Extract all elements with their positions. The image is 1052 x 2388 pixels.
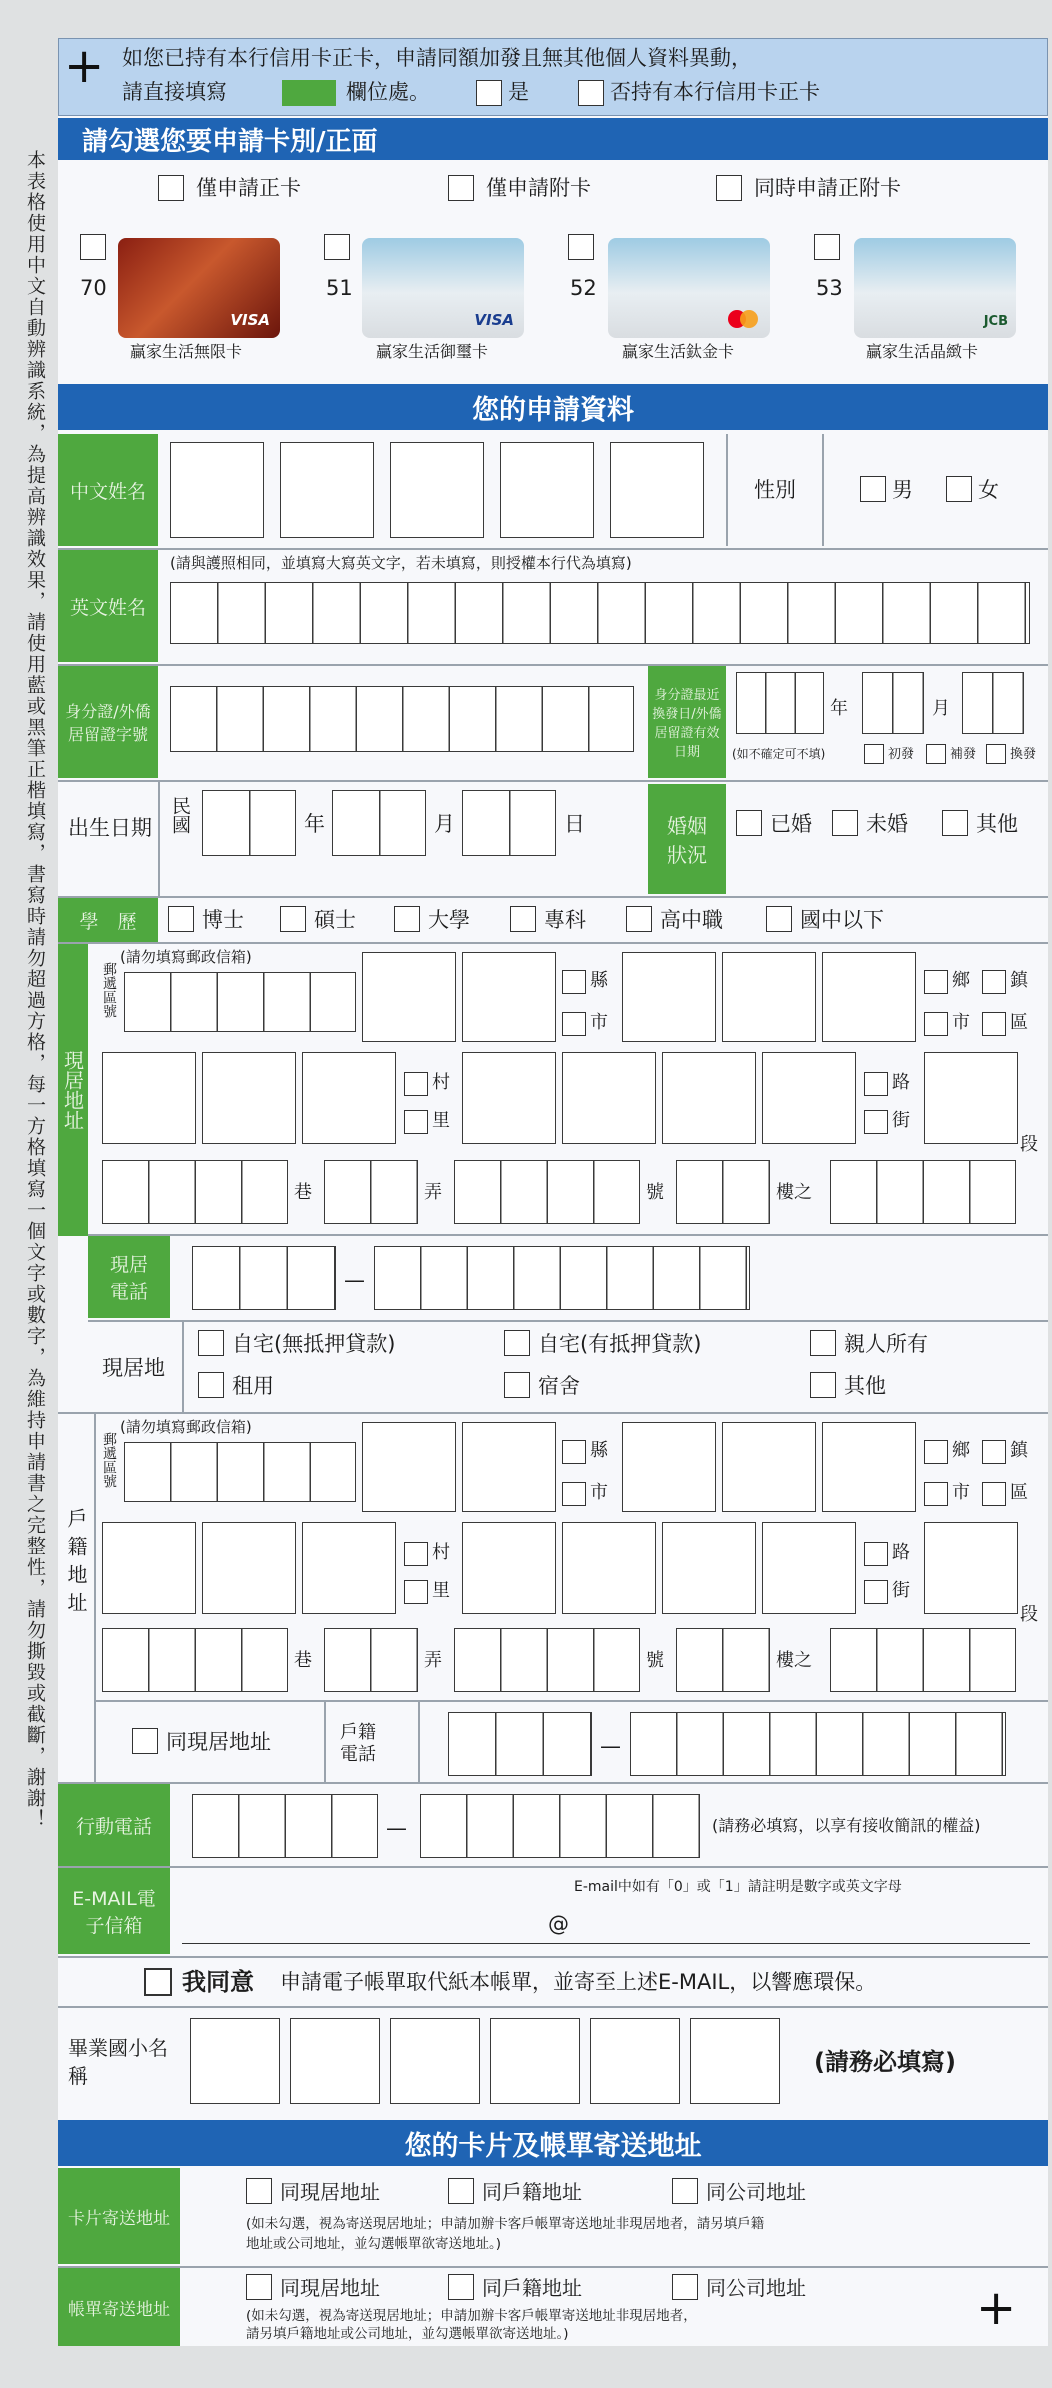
agree-text: 申請電子帳單取代紙本帳單，並寄至上述E-MAIL，以響應環保。 [280,1970,877,1994]
current-city-checkbox[interactable] [562,1012,586,1036]
res-rent-checkbox[interactable] [198,1372,224,1398]
crosshair-icon: + [64,38,105,94]
current-number[interactable] [454,1160,640,1224]
section-mailing-title: 您的卡片及帳單寄送地址 [404,2130,702,2162]
reg-lane-text: 巷 [294,1650,312,1671]
res-own-no-mortgage-checkbox[interactable] [198,1330,224,1356]
email-input[interactable] [182,1908,1030,1944]
chinese-name-box-3[interactable] [390,442,484,538]
mobile-note: (請務必填寫，以享有接收簡訊的權益) [712,1816,981,1835]
res-family-label: 親人所有 [844,1332,928,1356]
edu-master-checkbox[interactable] [280,906,306,932]
current-township-text: 鄉 [952,970,970,991]
id-renew-label: 換發 [1010,747,1037,762]
current-section-text: 段 [1020,1134,1038,1155]
school-label: 畢業國小名 稱 [68,2036,188,2088]
id-date-year[interactable] [736,672,824,734]
card-70-name: 贏家生活無限卡 [130,342,243,361]
green-field-indicator [282,80,336,106]
reg-district-text: 區 [1010,1482,1028,1503]
divider [88,1234,1048,1236]
reg-township-checkbox[interactable] [924,1440,948,1464]
reg-road-text: 路 [892,1542,910,1563]
current-town-text: 鎮 [1010,970,1028,991]
email-note: E-mail中如有「0」或「1」請註明是數字或英文字母 [574,1879,902,1895]
current-county-checkbox[interactable] [562,970,586,994]
marriage-label: 婚姻狀況 [648,784,726,894]
divider [418,1700,420,1782]
chinese-name-box-2[interactable] [280,442,374,538]
card-52-image [608,238,770,338]
id-date-day[interactable] [962,672,1024,734]
reg-county-checkbox[interactable] [562,1440,586,1464]
married-checkbox[interactable] [736,810,762,836]
current-road-2[interactable] [562,1052,656,1144]
id-date-month[interactable] [862,672,924,734]
divider [58,780,1048,782]
header-line2b: 欄位處。 [346,80,430,104]
card-52-name: 贏家生活鈦金卡 [622,342,735,361]
res-rent-label: 租用 [232,1374,274,1398]
reg-village-2[interactable] [202,1522,296,1614]
marital-other-label: 其他 [976,812,1018,836]
current-road-checkbox[interactable] [864,1072,888,1096]
current-neighborhood-checkbox[interactable] [404,1110,428,1134]
reg-county-1[interactable] [362,1422,456,1512]
reg-village-3[interactable] [302,1522,396,1614]
current-district-text: 區 [1010,1012,1028,1033]
reg-road-1[interactable] [462,1522,556,1614]
pobox-note: (請勿填寫郵政信箱) [120,948,252,966]
card-51-checkbox[interactable] [324,234,350,260]
current-district-checkbox[interactable] [982,1012,1006,1036]
residence-label: 現居地 [102,1356,165,1380]
current-neighborhood-text: 里 [432,1110,450,1131]
reg-postal-code[interactable] [124,1442,356,1502]
id-reissue-checkbox[interactable] [926,744,946,764]
current-county-text: 縣 [590,970,608,991]
both-cards-checkbox[interactable] [716,175,742,201]
marital-other-checkbox[interactable] [942,810,968,836]
english-name-field[interactable] [170,582,1030,644]
current-city-text: 市 [590,1012,608,1033]
current-postal-code[interactable] [124,972,356,1032]
reg-section-box[interactable] [924,1522,1018,1614]
current-alley-text: 弄 [424,1182,442,1203]
id-number-field[interactable] [170,686,634,752]
card-addr-company-checkbox[interactable] [672,2178,698,2204]
primary-only-checkbox[interactable] [158,175,184,201]
reg-street-checkbox[interactable] [864,1580,888,1604]
visa-logo: VISA [230,311,270,329]
reg-neighborhood-checkbox[interactable] [404,1580,428,1604]
id-first-checkbox[interactable] [864,744,884,764]
current-floor-of[interactable] [830,1160,1016,1224]
card-addr-note-1: (如未勾選，視為寄送現居地址；申請加辦卡客戶帳單寄送地址非現居地者，請另填戶籍 [246,2216,765,2232]
reg-phone-label: 戶籍電話 [340,1722,376,1765]
side-instructions: 本表格使用中文自動辨識系統，為提高辨識效果，請使用藍或黑筆正楷填寫，書寫時請勿超過方格，每一方格填寫一個文字或數字，為維持申請書之完整性，請勿撕毀或截斷，謝謝！ [24,150,46,1830]
card-51-image [362,238,524,338]
reg-county-2[interactable] [462,1422,556,1512]
divider [182,1320,184,1412]
res-dorm-checkbox[interactable] [504,1372,530,1398]
id-label: 身分證/外僑居留證字號 [58,666,158,778]
birth-year[interactable] [202,790,296,856]
reg-town-text: 鎮 [1010,1440,1028,1461]
current-road-1[interactable] [462,1052,556,1144]
id-date-year-label: 年 [830,698,848,719]
divider [726,434,728,546]
current-county-2[interactable] [462,952,556,1042]
english-name-note: (請與護照相同，並填寫大寫英文字，若未填寫，則授權本行代為填寫) [170,554,632,572]
gender-male-label: 男 [892,478,913,502]
edu-college-checkbox[interactable] [510,906,536,932]
same-as-current-label: 同現居地址 [166,1730,271,1754]
divider [58,548,1048,550]
edu-highschool-checkbox[interactable] [626,906,652,932]
birth-day[interactable] [462,790,556,856]
divider [94,1412,96,1782]
reg-phone-dash: — [600,1734,621,1758]
edu-master-label: 碩士 [314,908,356,932]
bill-addr-reg-label: 同戶籍地址 [482,2276,582,2300]
mastercard-logo [728,310,758,328]
divider [58,896,1048,898]
bill-addr-current-checkbox[interactable] [246,2274,272,2300]
current-street-text: 街 [892,1110,910,1131]
current-village-1[interactable] [102,1052,196,1144]
school-box-4[interactable] [490,2018,580,2104]
edu-junior-label: 國中以下 [800,908,884,932]
gender-male-checkbox[interactable] [860,476,886,502]
reg-village-text: 村 [432,1542,450,1563]
current-lane[interactable] [102,1160,288,1224]
crosshair-icon: + [976,2280,1017,2336]
registered-address-label: 戶籍地址 [64,1508,88,1620]
header-line1: 如您已持有本行信用卡正卡，申請同額加發且無其他個人資料異動， [122,46,752,70]
edu-phd-label: 博士 [202,908,244,932]
primary-only-label: 僅申請正卡 [196,176,301,200]
email-at: @ [548,1912,569,1936]
english-name-label: 英文姓名 [58,550,158,662]
card-52-checkbox[interactable] [568,234,594,260]
card-address-label: 卡片寄送地址 [58,2168,180,2264]
current-town-checkbox[interactable] [982,970,1006,994]
edu-phd-checkbox[interactable] [168,906,194,932]
divider [58,1782,1048,1784]
bill-addr-note-2: 請另填戶籍地址或公司地址，並勾選帳單欲寄送地址。) [246,2326,569,2342]
credit-card-application-form [58,38,1048,2346]
postal-code-label: 郵遞區號 [101,962,117,1018]
current-township-2[interactable] [722,952,816,1042]
both-cards-label: 同時申請正附卡 [754,176,901,200]
card-52-code: 52 [570,276,597,300]
current-road-text: 路 [892,1072,910,1093]
birth-day-label: 日 [564,812,585,836]
card-53-name: 贏家生活晶緻卡 [866,342,979,361]
reg-floor-text: 樓之 [776,1650,812,1671]
current-township-checkbox[interactable] [924,970,948,994]
current-section-box[interactable] [924,1052,1018,1144]
edu-junior-checkbox[interactable] [766,906,792,932]
current-township-3[interactable] [822,952,916,1042]
has-card-no-checkbox[interactable] [578,80,604,106]
reg-number-text: 號 [646,1650,664,1671]
card-70-code: 70 [80,276,107,300]
single-checkbox[interactable] [832,810,858,836]
card-53-image [854,238,1016,338]
section-application-title: 您的申請資料 [472,394,634,426]
bill-addr-company-checkbox[interactable] [672,2274,698,2300]
divider [324,1700,326,1782]
current-road-3[interactable] [662,1052,756,1144]
section-application-bar [58,384,1048,430]
reg-village-checkbox[interactable] [404,1542,428,1566]
divider [822,434,824,546]
reg-pobox-note: (請勿填寫郵政信箱) [120,1418,252,1436]
reg-county-text: 縣 [590,1440,608,1461]
mobile-number[interactable] [420,1794,700,1858]
has-card-yes-label: 是 [508,80,529,104]
card-addr-current-checkbox[interactable] [246,2178,272,2204]
school-box-5[interactable] [590,2018,680,2104]
edu-bachelor-checkbox[interactable] [394,906,420,932]
divider [58,1956,1048,1958]
same-as-current-checkbox[interactable] [132,1728,158,1754]
roc-label: 民國 [169,796,191,834]
section-mailing-bar [58,2120,1048,2166]
divider [58,942,1048,944]
chinese-name-box-1[interactable] [170,442,264,538]
current-number-text: 號 [646,1182,664,1203]
divider [58,1866,1048,1868]
current-phone-dash: — [344,1268,365,1292]
chinese-name-box-5[interactable] [610,442,704,538]
mobile-label: 行動電話 [58,1784,170,1866]
reg-phone-area[interactable] [448,1712,592,1776]
edu-college-label: 專科 [544,908,586,932]
reg-neighborhood-text: 里 [432,1580,450,1601]
card-addr-reg-checkbox[interactable] [448,2178,474,2204]
has-card-no-label: 否持有本行信用卡正卡 [610,80,820,104]
card-53-code: 53 [816,276,843,300]
bill-addr-company-label: 同公司地址 [706,2276,806,2300]
card-53-checkbox[interactable] [814,234,840,260]
reg-road-checkbox[interactable] [864,1542,888,1566]
reg-section-text: 段 [1020,1604,1038,1625]
divider [58,1412,1048,1414]
divider [58,2266,1048,2268]
reg-township-3[interactable] [822,1422,916,1512]
married-label: 已婚 [770,812,812,836]
chinese-name-box-4[interactable] [500,442,594,538]
current-lane-text: 巷 [294,1182,312,1203]
reg-road-2[interactable] [562,1522,656,1614]
education-label: 學 歷 [58,898,158,942]
reg-floor[interactable] [676,1628,770,1692]
reg-road-3[interactable] [662,1522,756,1614]
card-70-checkbox[interactable] [80,234,106,260]
bill-addr-note-1: (如未勾選，視為寄送現居地址；申請加辦卡客戶帳單寄送地址非現居地者， [246,2308,697,2324]
divider [88,1320,1048,1322]
id-date-month-label: 月 [932,698,950,719]
reg-road-4[interactable] [762,1522,856,1614]
current-village-3[interactable] [302,1052,396,1144]
divider [58,664,1048,666]
current-village-checkbox[interactable] [404,1072,428,1096]
current-village-2[interactable] [202,1052,296,1144]
supplementary-only-checkbox[interactable] [448,175,474,201]
reg-township-1[interactable] [622,1422,716,1512]
res-family-checkbox[interactable] [810,1330,836,1356]
gender-label: 性別 [754,478,796,502]
res-dorm-label: 宿舍 [538,1374,580,1398]
jcb-logo: JCB [983,314,1008,329]
gender-female-label: 女 [978,478,999,502]
edu-bachelor-label: 大學 [428,908,470,932]
edu-highschool-label: 高中職 [660,908,723,932]
reg-number[interactable] [454,1628,640,1692]
res-other-checkbox[interactable] [810,1372,836,1398]
current-phone-label: 現居電話 [88,1236,170,1318]
birth-year-label: 年 [304,812,325,836]
birth-date-label: 出生日期 [68,816,152,840]
reg-township-2[interactable] [722,1422,816,1512]
bill-address-label: 帳單寄送地址 [58,2268,180,2346]
supplementary-only-label: 僅申請附卡 [486,176,591,200]
current-street-checkbox[interactable] [864,1110,888,1134]
current-city2-text: 市 [952,1012,970,1033]
res-other-label: 其他 [844,1374,886,1398]
card-addr-current-label: 同現居地址 [280,2180,380,2204]
reg-district-checkbox[interactable] [982,1482,1006,1506]
card-70-image [118,238,280,338]
reg-village-1[interactable] [102,1522,196,1614]
current-township-1[interactable] [622,952,716,1042]
reg-alley[interactable] [324,1628,418,1692]
agree-label: 我同意 [182,1968,254,1996]
id-date-label: 身分證最近換發日/外僑居留證有效日期 [648,666,726,778]
birth-month[interactable] [332,790,426,856]
reg-postal-code-label: 郵遞區號 [101,1432,117,1488]
res-own-no-mortgage-label: 自宅(無抵押貸款) [232,1332,396,1356]
reg-town-checkbox[interactable] [982,1440,1006,1464]
mobile-prefix[interactable] [192,1794,378,1858]
reg-lane[interactable] [102,1628,288,1692]
current-floor[interactable] [676,1160,770,1224]
card-addr-note-2: 地址或公司地址，並勾選帳單欲寄送地址。) [246,2236,502,2252]
chinese-name-label: 中文姓名 [58,434,158,546]
id-reissue-label: 補發 [950,747,977,762]
header-line2: 請直接填寫 [122,80,227,104]
card-51-code: 51 [326,276,353,300]
current-phone-area[interactable] [192,1246,336,1310]
card-addr-reg-label: 同戶籍地址 [482,2180,582,2204]
reg-city2-text: 市 [952,1482,970,1503]
res-own-mortgage-label: 自宅(有抵押貸款) [538,1332,702,1356]
current-address-label-text: 現居地址 [60,1050,85,1130]
single-label: 未婚 [866,812,908,836]
current-address-label [58,944,88,1236]
current-city2-checkbox[interactable] [924,1012,948,1036]
current-village-text: 村 [432,1072,450,1093]
school-box-2[interactable] [290,2018,380,2104]
has-card-yes-checkbox[interactable] [476,80,502,106]
reg-alley-text: 弄 [424,1650,442,1671]
current-floor-text: 樓之 [776,1182,812,1203]
current-phone-number[interactable] [374,1246,750,1310]
divider [94,1700,1048,1702]
divider [58,2006,1048,2008]
school-note: (請務必填寫) [814,2048,956,2076]
id-date-note: (如不確定可不填) [732,747,826,761]
divider [158,780,160,898]
current-alley[interactable] [324,1160,418,1224]
reg-city-checkbox[interactable] [562,1482,586,1506]
agree-ebill-checkbox[interactable] [144,1968,172,1996]
reg-floor-of[interactable] [830,1628,1016,1692]
current-county-1[interactable] [362,952,456,1042]
school-box-6[interactable] [690,2018,780,2104]
section-card-type-title: 請勾選您要申請卡別/正面 [82,126,378,157]
school-box-1[interactable] [190,2018,280,2104]
reg-city2-checkbox[interactable] [924,1482,948,1506]
id-renew-checkbox[interactable] [986,744,1006,764]
mobile-dash: — [386,1816,407,1840]
bill-addr-current-label: 同現居地址 [280,2276,380,2300]
reg-township-text: 鄉 [952,1440,970,1461]
visa-logo: VISA [474,311,514,329]
birth-month-label: 月 [434,812,455,836]
reg-city-text: 市 [590,1482,608,1503]
school-box-3[interactable] [390,2018,480,2104]
card-addr-company-label: 同公司地址 [706,2180,806,2204]
reg-street-text: 街 [892,1580,910,1601]
section-card-type-bar [58,118,1048,160]
email-label: E-MAIL電子信箱 [58,1868,170,1954]
res-own-mortgage-checkbox[interactable] [504,1330,530,1356]
id-first-label: 初發 [888,747,915,762]
gender-female-checkbox[interactable] [946,476,972,502]
bill-addr-reg-checkbox[interactable] [448,2274,474,2300]
card-51-name: 贏家生活御璽卡 [376,342,489,361]
reg-phone-number[interactable] [630,1712,1006,1776]
current-road-4[interactable] [762,1052,856,1144]
